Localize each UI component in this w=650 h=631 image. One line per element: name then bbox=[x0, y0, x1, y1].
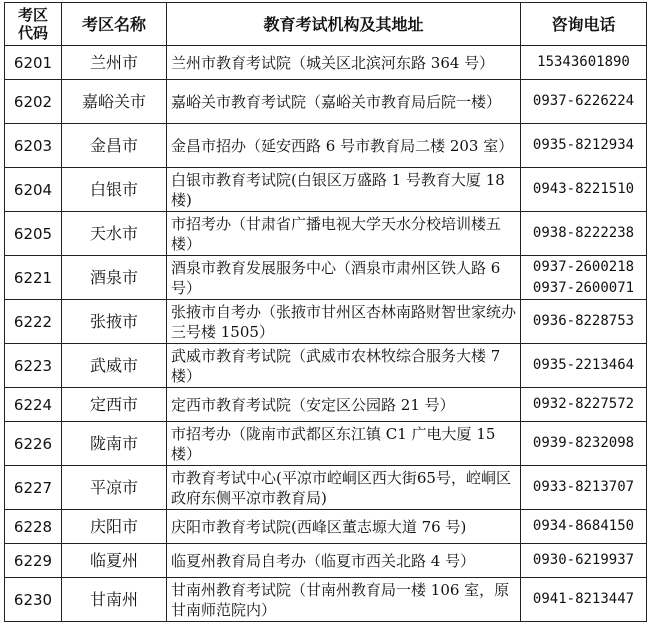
cell-name: 定西市 bbox=[62, 388, 167, 422]
cell-name: 临夏州 bbox=[62, 544, 167, 578]
exam-office-table-container bbox=[4, 2, 646, 629]
cell-address: 张掖市自考办（张掖市甘州区杏林南路财智世家统办三号楼 1505） bbox=[167, 300, 521, 344]
phone-number: 0930-6219937 bbox=[532, 552, 635, 568]
phone-number: 0935-8212934 bbox=[532, 137, 635, 153]
phone-number: 0939-8232098 bbox=[532, 435, 635, 451]
table-row bbox=[5, 388, 647, 422]
table-row bbox=[5, 466, 647, 510]
cell-name: 酒泉市 bbox=[62, 256, 167, 300]
cell-code: 6205 bbox=[5, 212, 62, 256]
table-body bbox=[5, 46, 647, 622]
header-phone: 咨询电话 bbox=[521, 3, 647, 46]
phone-number: 15343601890 bbox=[537, 54, 630, 70]
cell-code: 6230 bbox=[5, 578, 62, 622]
table-row bbox=[5, 46, 647, 80]
cell-code: 6224 bbox=[5, 388, 62, 422]
cell-phone bbox=[521, 256, 647, 300]
phone-number: 0938-8222238 bbox=[532, 225, 635, 241]
phone-number: 0941-8213447 bbox=[532, 591, 635, 607]
cell-code: 6228 bbox=[5, 510, 62, 544]
table-row bbox=[5, 300, 647, 344]
cell-address: 市招考办（陇南市武都区东江镇 C1 广电大厦 15 楼） bbox=[167, 422, 521, 466]
cell-name: 陇南市 bbox=[62, 422, 167, 466]
cell-code: 6202 bbox=[5, 80, 62, 124]
phone-number: 0943-8221510 bbox=[532, 181, 635, 197]
cell-phone bbox=[521, 124, 647, 168]
phone-number: 0933-8213707 bbox=[532, 479, 635, 495]
cell-name: 庆阳市 bbox=[62, 510, 167, 544]
header-address: 教育考试机构及其地址 bbox=[167, 3, 521, 46]
cell-code: 6227 bbox=[5, 466, 62, 510]
exam-office-table bbox=[4, 2, 647, 622]
cell-phone bbox=[521, 578, 647, 622]
header-code bbox=[5, 3, 62, 46]
table-row bbox=[5, 578, 647, 622]
cell-code: 6203 bbox=[5, 124, 62, 168]
cell-name: 武威市 bbox=[62, 344, 167, 388]
cell-name: 白银市 bbox=[62, 168, 167, 212]
table-row bbox=[5, 256, 647, 300]
cell-code: 6222 bbox=[5, 300, 62, 344]
cell-code: 6204 bbox=[5, 168, 62, 212]
phone-number: 0937-2600218 bbox=[532, 258, 635, 275]
phone-number: 0934-8684150 bbox=[532, 518, 635, 534]
cell-address: 定西市教育考试院（安定区公园路 21 号） bbox=[167, 388, 521, 422]
table-row bbox=[5, 80, 647, 124]
table-row bbox=[5, 422, 647, 466]
cell-phone bbox=[521, 344, 647, 388]
phone-number: 0937-6226224 bbox=[532, 93, 635, 109]
cell-code: 6226 bbox=[5, 422, 62, 466]
cell-phone bbox=[521, 544, 647, 578]
cell-name: 甘南州 bbox=[62, 578, 167, 622]
cell-address: 市招考办（甘肃省广播电视大学天水分校培训楼五楼） bbox=[167, 212, 521, 256]
cell-name: 兰州市 bbox=[62, 46, 167, 80]
table-row bbox=[5, 168, 647, 212]
phone-number: 0932-8227572 bbox=[532, 396, 635, 412]
cell-address: 白银市教育考试院(白银区万盛路 1 号教育大厦 18 楼) bbox=[167, 168, 521, 212]
phone-number-secondary: 0937-2600071 bbox=[532, 279, 635, 296]
cell-code: 6223 bbox=[5, 344, 62, 388]
table-row bbox=[5, 544, 647, 578]
cell-address: 嘉峪关市教育考试院（嘉峪关市教育局后院一楼） bbox=[167, 80, 521, 124]
cell-name: 平凉市 bbox=[62, 466, 167, 510]
cell-name: 张掖市 bbox=[62, 300, 167, 344]
table-row bbox=[5, 510, 647, 544]
cell-address: 酒泉市教育发展服务中心（酒泉市肃州区铁人路 6 号） bbox=[167, 256, 521, 300]
cell-phone bbox=[521, 46, 647, 80]
cell-phone bbox=[521, 422, 647, 466]
cell-address: 庆阳市教育考试院(西峰区董志塬大道 76 号) bbox=[167, 510, 521, 544]
cell-code: 6229 bbox=[5, 544, 62, 578]
cell-address: 临夏州教育局自考办（临夏市西关北路 4 号） bbox=[167, 544, 521, 578]
cell-phone bbox=[521, 388, 647, 422]
cell-address: 兰州市教育考试院（城关区北滨河东路 364 号） bbox=[167, 46, 521, 80]
table-row bbox=[5, 212, 647, 256]
cell-address: 武威市教育考试院（武威市农林牧综合服务大楼 7 楼） bbox=[167, 344, 521, 388]
table-header-row bbox=[5, 3, 647, 46]
table-row bbox=[5, 124, 647, 168]
cell-address: 甘南州教育考试院（甘南州教育局一楼 106 室，原甘南师范院内） bbox=[167, 578, 521, 622]
cell-address: 市教育考试中心(平凉市崆峒区西大街65号，崆峒区政府东侧平凉市教育局) bbox=[167, 466, 521, 510]
cell-phone bbox=[521, 466, 647, 510]
phone-number: 0936-8228753 bbox=[532, 313, 635, 329]
cell-phone bbox=[521, 80, 647, 124]
cell-name: 天水市 bbox=[62, 212, 167, 256]
cell-phone bbox=[521, 510, 647, 544]
cell-phone bbox=[521, 168, 647, 212]
header-name: 考区名称 bbox=[62, 3, 167, 46]
phone-number: 0935-2213464 bbox=[532, 357, 635, 373]
cell-phone bbox=[521, 212, 647, 256]
cell-code: 6201 bbox=[5, 46, 62, 80]
header-code-line: 代码 bbox=[17, 24, 48, 42]
cell-name: 金昌市 bbox=[62, 124, 167, 168]
cell-name: 嘉峪关市 bbox=[62, 80, 167, 124]
table-row bbox=[5, 344, 647, 388]
header-code-line: 考区 bbox=[17, 6, 48, 24]
cell-phone bbox=[521, 300, 647, 344]
cell-address: 金昌市招办（延安西路 6 号市教育局二楼 203 室） bbox=[167, 124, 521, 168]
cell-code: 6221 bbox=[5, 256, 62, 300]
